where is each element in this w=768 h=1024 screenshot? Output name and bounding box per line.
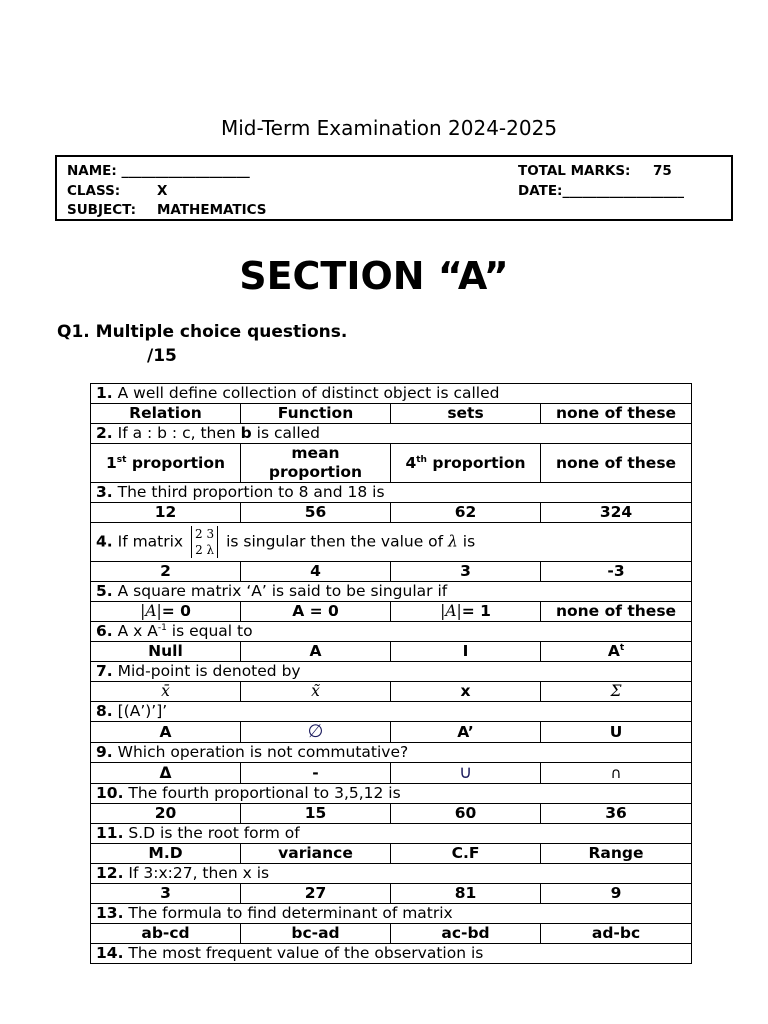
question-cell <box>91 662 692 682</box>
question-cell <box>91 622 692 642</box>
option-b: variance <box>241 844 391 864</box>
question-text: The fourth proportional to 3,5,12 is <box>128 784 401 802</box>
option-b: bc-ad <box>241 924 391 944</box>
student-info-box <box>55 155 733 221</box>
subject-label: SUBJECT: <box>67 202 136 218</box>
option-c: C.F <box>391 844 541 864</box>
options-row <box>91 404 692 424</box>
question-text: If a : b : c, then <box>117 424 241 442</box>
empty-set-symbol: ∅ <box>307 721 324 742</box>
option-a: M.D <box>91 844 241 864</box>
question-row <box>91 702 692 722</box>
question-text: S.D is the root form of <box>128 824 300 842</box>
union-symbol: ∪ <box>458 762 473 783</box>
question-row <box>91 784 692 804</box>
question-text-bold: b <box>240 424 252 442</box>
question-text: A x A <box>117 622 158 640</box>
question-cell <box>91 864 692 884</box>
option-b: A = 0 <box>241 602 391 622</box>
option-c: A’ <box>391 722 541 743</box>
question-cell <box>91 483 692 503</box>
question-number: 1. <box>96 384 113 402</box>
options-row <box>91 722 692 743</box>
question-number: 10. <box>96 784 124 802</box>
transpose-superscript: t <box>619 643 625 653</box>
option-d: ad-bc <box>541 924 692 944</box>
option-b: - <box>241 763 391 784</box>
question-number: 2. <box>96 424 113 442</box>
intersection-symbol: ∩ <box>610 763 622 782</box>
question-text: A square matrix ‘A’ is said to be singular if <box>117 582 448 600</box>
option-a: 3 <box>91 884 241 904</box>
options-row <box>91 682 692 702</box>
option-a: 12 <box>91 503 241 523</box>
option-a-num: 1 <box>105 453 117 472</box>
question-row <box>91 483 692 503</box>
options-row <box>91 503 692 523</box>
question-number: 13. <box>96 904 124 922</box>
options-row <box>91 844 692 864</box>
option-b: 56 <box>241 503 391 523</box>
name-row <box>67 162 267 182</box>
question-cell <box>91 702 692 722</box>
option-c: 3 <box>391 562 541 582</box>
options-row <box>91 642 692 662</box>
option-a <box>91 602 241 622</box>
question-number: 5. <box>96 582 113 600</box>
option-a: Null <box>91 642 241 662</box>
option-d <box>541 642 692 662</box>
options-row <box>91 562 692 582</box>
option-b: A <box>241 642 391 662</box>
class-value: X <box>157 182 168 199</box>
options-row <box>91 924 692 944</box>
option-d: 324 <box>541 503 692 523</box>
option-d: U <box>541 722 692 743</box>
determinant-a: |A| <box>440 602 462 620</box>
option-d: 36 <box>541 804 692 824</box>
question-number: 6. <box>96 622 113 640</box>
question-row <box>91 523 692 562</box>
option-c: ac-bd <box>391 924 541 944</box>
inverse-superscript: -1 <box>157 623 167 633</box>
question-text-mid: is singular then the value of <box>221 532 449 551</box>
question-row <box>91 824 692 844</box>
option-a: 20 <box>91 804 241 824</box>
info-left <box>67 162 267 221</box>
mcq-table <box>90 383 692 964</box>
option-d: Range <box>541 844 692 864</box>
exam-title: Mid-Term Examination 2024-2025 <box>220 116 558 140</box>
q1-marks: /15 <box>147 346 177 366</box>
total-marks-label: TOTAL MARKS: <box>518 163 631 179</box>
option-a <box>91 444 241 483</box>
x-bar-symbol: x̄ <box>161 682 170 700</box>
option-d-text: A <box>607 642 620 660</box>
question-text: [(A’)’]’ <box>117 702 168 720</box>
option-a-text: = 0 <box>161 602 191 620</box>
question-cell <box>91 944 692 964</box>
option-d: none of these <box>541 444 692 483</box>
option-d: 9 <box>541 884 692 904</box>
question-cell <box>91 582 692 602</box>
option-c: 62 <box>391 503 541 523</box>
option-b <box>241 682 391 702</box>
option-a-text: proportion <box>126 453 226 472</box>
option-c-sup: th <box>416 454 427 465</box>
option-d: none of these <box>541 404 692 424</box>
option-d <box>541 682 692 702</box>
option-c-num: 4 <box>405 453 417 472</box>
question-number: 9. <box>96 743 113 761</box>
option-b <box>241 722 391 743</box>
question-row <box>91 582 692 602</box>
option-b: Function <box>241 404 391 424</box>
question-number: 8. <box>96 702 113 720</box>
question-row <box>91 944 692 964</box>
date-label: DATE: <box>518 182 563 199</box>
date-row <box>518 182 684 202</box>
option-a: Δ <box>91 763 241 784</box>
subject-row <box>67 201 267 221</box>
option-a: A <box>91 722 241 743</box>
option-c: 81 <box>391 884 541 904</box>
question-cell <box>91 384 692 404</box>
class-label: CLASS: <box>67 182 121 199</box>
option-c-text: = 1 <box>461 602 491 620</box>
question-number: 11. <box>96 824 124 842</box>
question-text: The third proportion to 8 and 18 is <box>117 483 385 501</box>
x-tilde-symbol: x̃ <box>311 682 320 700</box>
option-c: I <box>391 642 541 662</box>
total-marks-row <box>518 162 684 182</box>
question-cell <box>91 424 692 444</box>
option-b: mean proportion <box>241 444 391 483</box>
question-cell <box>91 824 692 844</box>
question-cell <box>91 904 692 924</box>
option-c: x <box>391 682 541 702</box>
question-text: Which operation is not commutative? <box>117 743 409 761</box>
determinant-a: |A| <box>140 602 162 620</box>
info-right <box>518 162 684 201</box>
lambda-symbol: λ <box>448 532 458 551</box>
total-marks-value: 75 <box>653 163 672 179</box>
class-row <box>67 182 267 202</box>
option-c-text: proportion <box>426 453 526 472</box>
question-row <box>91 384 692 404</box>
option-a: Relation <box>91 404 241 424</box>
section-heading: SECTION “A” <box>239 254 509 298</box>
question-text: The formula to find determinant of matrix <box>128 904 453 922</box>
question-text-end: is called <box>251 424 320 442</box>
question-row <box>91 864 692 884</box>
options-row <box>91 444 692 483</box>
sigma-symbol: Σ <box>610 682 622 700</box>
matrix-expression <box>191 526 218 558</box>
question-row <box>91 622 692 642</box>
option-c <box>391 602 541 622</box>
question-number: 12. <box>96 864 124 882</box>
question-number: 7. <box>96 662 113 680</box>
option-c: 60 <box>391 804 541 824</box>
date-blank: __________________ <box>562 182 684 199</box>
option-c <box>391 763 541 784</box>
matrix-row-1: 2 3 <box>195 527 215 541</box>
option-d: none of these <box>541 602 692 622</box>
question-row <box>91 904 692 924</box>
option-a-sup: st <box>116 454 127 465</box>
question-cell <box>91 784 692 804</box>
option-a <box>91 682 241 702</box>
option-d: -3 <box>541 562 692 582</box>
question-text: The most frequent value of the observation is <box>128 944 484 962</box>
options-row <box>91 884 692 904</box>
q1-heading: Q1. Multiple choice questions. <box>57 322 348 342</box>
question-number: 4. <box>96 532 113 551</box>
question-text: If 3:x:27, then x is <box>128 864 270 882</box>
matrix-row-2: 2 λ <box>195 543 215 557</box>
question-row <box>91 662 692 682</box>
question-cell <box>91 523 692 562</box>
question-text: A well define collection of distinct object is called <box>117 384 500 402</box>
options-row <box>91 602 692 622</box>
option-c <box>391 444 541 483</box>
option-a: 2 <box>91 562 241 582</box>
options-row <box>91 804 692 824</box>
question-number: 3. <box>96 483 113 501</box>
option-b: 15 <box>241 804 391 824</box>
question-cell <box>91 743 692 763</box>
option-d <box>541 763 692 784</box>
question-text-end: is <box>457 532 476 551</box>
question-row <box>91 743 692 763</box>
name-blank: ___________________ <box>121 163 250 179</box>
question-row <box>91 424 692 444</box>
option-c: sets <box>391 404 541 424</box>
question-number: 14. <box>96 944 124 962</box>
question-text-end: is equal to <box>166 622 253 640</box>
option-b: 27 <box>241 884 391 904</box>
name-label: NAME: <box>67 163 117 179</box>
options-row <box>91 763 692 784</box>
question-text: If matrix <box>117 532 189 551</box>
option-b: 4 <box>241 562 391 582</box>
subject-value: MATHEMATICS <box>157 202 267 218</box>
question-text: Mid-point is denoted by <box>117 662 301 680</box>
option-a: ab-cd <box>91 924 241 944</box>
